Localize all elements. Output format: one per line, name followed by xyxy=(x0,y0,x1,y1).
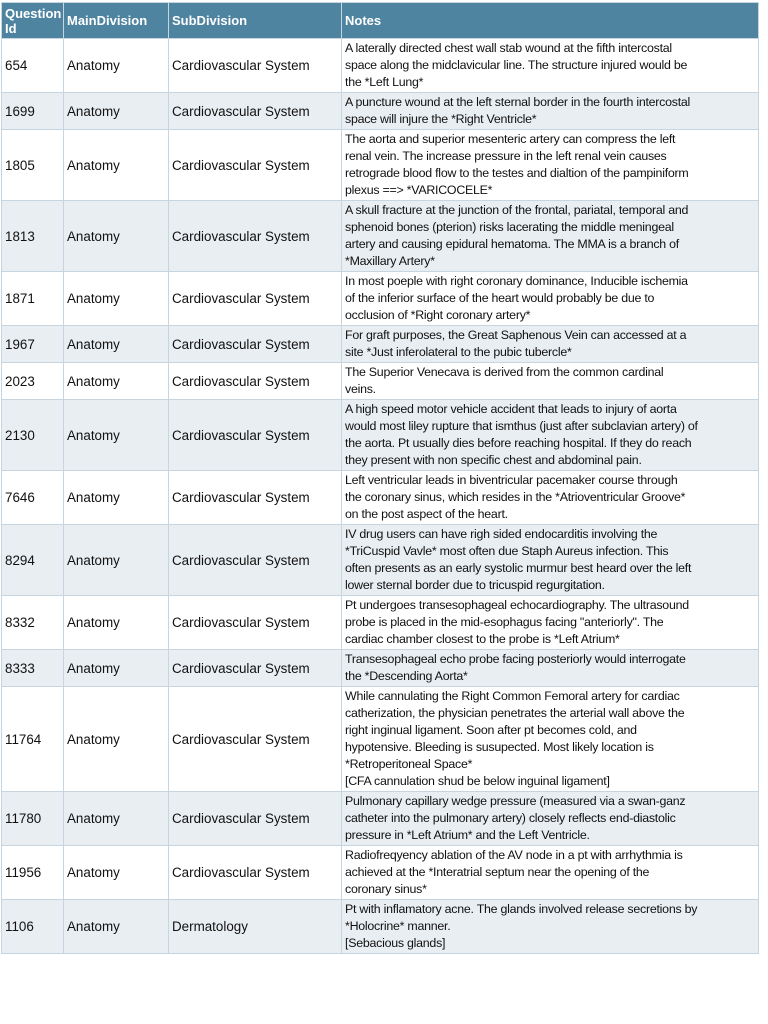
notes-line: Pt with inflamatory acne. The glands involved release secretions by xyxy=(345,902,698,916)
cell-sub-division: Cardiovascular System xyxy=(169,687,342,792)
cell-notes xyxy=(342,687,759,792)
cell-sub-division: Cardiovascular System xyxy=(169,792,342,846)
notes-line: While cannulating the Right Common Femoral artery for cardiac xyxy=(345,689,680,703)
table-row[interactable] xyxy=(2,596,759,650)
notes-line: would most liley rupture that ismthus (just after subclavian artery) of xyxy=(345,419,698,433)
cell-sub-division: Cardiovascular System xyxy=(169,400,342,471)
cell-notes xyxy=(342,471,759,525)
notes-line: A high speed motor vehicle accident that leads to injury of aorta xyxy=(345,402,677,416)
cell-question-id: 11780 xyxy=(2,792,64,846)
notes-line: cardiac chamber closest to the probe is *Left Atrium* xyxy=(345,632,620,646)
column-header-main-division[interactable]: MainDivision xyxy=(64,3,169,39)
notes-line: veins. xyxy=(345,382,376,396)
notes-line: Pt undergoes transesophageal echocardiography. The ultrasound xyxy=(345,598,689,612)
cell-question-id: 654 xyxy=(2,39,64,93)
cell-main-division: Anatomy xyxy=(64,130,169,201)
cell-question-id: 8332 xyxy=(2,596,64,650)
cell-main-division: Anatomy xyxy=(64,93,169,130)
notes-table-container xyxy=(1,2,758,954)
cell-main-division: Anatomy xyxy=(64,272,169,326)
table-row[interactable] xyxy=(2,792,759,846)
cell-question-id: 1813 xyxy=(2,201,64,272)
cell-main-division: Anatomy xyxy=(64,201,169,272)
cell-main-division: Anatomy xyxy=(64,326,169,363)
notes-line: retrograde blood flow to the testes and dialtion of the pampiniform xyxy=(345,166,689,180)
table-header-row xyxy=(2,3,759,39)
cell-main-division: Anatomy xyxy=(64,39,169,93)
table-body xyxy=(2,39,759,954)
cell-question-id: 1699 xyxy=(2,93,64,130)
notes-line: The Superior Venecava is derived from the common cardinal xyxy=(345,365,664,379)
notes-line: [CFA cannulation shud be below inguinal ligament] xyxy=(345,774,610,788)
cell-main-division: Anatomy xyxy=(64,650,169,687)
cell-sub-division: Cardiovascular System xyxy=(169,363,342,400)
cell-notes xyxy=(342,201,759,272)
cell-sub-division: Cardiovascular System xyxy=(169,272,342,326)
cell-notes xyxy=(342,272,759,326)
cell-main-division: Anatomy xyxy=(64,792,169,846)
cell-sub-division: Dermatology xyxy=(169,900,342,954)
cell-notes xyxy=(342,792,759,846)
cell-main-division: Anatomy xyxy=(64,363,169,400)
cell-question-id: 2130 xyxy=(2,400,64,471)
cell-sub-division: Cardiovascular System xyxy=(169,596,342,650)
cell-question-id: 8294 xyxy=(2,525,64,596)
cell-question-id: 1805 xyxy=(2,130,64,201)
table-row[interactable] xyxy=(2,130,759,201)
cell-question-id: 11956 xyxy=(2,846,64,900)
table-row[interactable] xyxy=(2,900,759,954)
cell-notes xyxy=(342,39,759,93)
notes-line: of the inferior surface of the heart would probably be due to xyxy=(345,291,655,305)
notes-line: artery and causing epidural hematoma. The MMA is a branch of xyxy=(345,237,679,251)
notes-line: they present with non specific chest and abdominal pain. xyxy=(345,453,642,467)
notes-line: renal vein. The increase pressure in the left renal vein causes xyxy=(345,149,667,163)
cell-sub-division: Cardiovascular System xyxy=(169,326,342,363)
notes-line: sphenoid bones (pterion) risks lacerating the middle meningeal xyxy=(345,220,674,234)
cell-sub-division: Cardiovascular System xyxy=(169,471,342,525)
cell-main-division: Anatomy xyxy=(64,846,169,900)
notes-line: often presents as an early systolic murmur best heard over the left xyxy=(345,561,692,575)
cell-main-division: Anatomy xyxy=(64,687,169,792)
table-row[interactable] xyxy=(2,363,759,400)
questions-table xyxy=(1,2,759,954)
notes-line: the coronary sinus, which resides in the *Atrioventricular Groove* xyxy=(345,490,686,504)
cell-question-id: 8333 xyxy=(2,650,64,687)
table-row[interactable] xyxy=(2,687,759,792)
table-row[interactable] xyxy=(2,650,759,687)
notes-line: Left ventricular leads in biventricular pacemaker course through xyxy=(345,473,678,487)
cell-notes xyxy=(342,846,759,900)
notes-line: space along the midclavicular line. The structure injured would be xyxy=(345,58,688,72)
cell-sub-division: Cardiovascular System xyxy=(169,130,342,201)
cell-notes xyxy=(342,650,759,687)
table-row[interactable] xyxy=(2,400,759,471)
cell-sub-division: Cardiovascular System xyxy=(169,525,342,596)
notes-line: *Holocrine* manner. xyxy=(345,919,451,933)
notes-line: *TriCuspid Vavle* most often due Staph Aureus infection. This xyxy=(345,544,669,558)
table-row[interactable] xyxy=(2,471,759,525)
notes-line: IV drug users can have righ sided endocarditis involving the xyxy=(345,527,658,541)
notes-line: probe is placed in the mid-esophagus facing "anteriorly". The xyxy=(345,615,664,629)
cell-question-id: 1871 xyxy=(2,272,64,326)
notes-line: coronary sinus* xyxy=(345,882,427,896)
cell-notes xyxy=(342,400,759,471)
notes-line: [Sebacious glands] xyxy=(345,936,446,950)
cell-main-division: Anatomy xyxy=(64,900,169,954)
notes-line: For graft purposes, the Great Saphenous Vein can accessed at a xyxy=(345,328,687,342)
notes-line: Transesophageal echo probe facing posteriorly would interrogate xyxy=(345,652,686,666)
cell-question-id: 11764 xyxy=(2,687,64,792)
notes-line: *Maxillary Artery* xyxy=(345,254,435,268)
cell-question-id: 7646 xyxy=(2,471,64,525)
table-row[interactable] xyxy=(2,39,759,93)
notes-line: pressure in *Left Atrium* and the Left Ventricle. xyxy=(345,828,590,842)
notes-line: A skull fracture at the junction of the frontal, pariatal, temporal and xyxy=(345,203,689,217)
notes-line: the *Descending Aorta* xyxy=(345,669,468,683)
cell-notes xyxy=(342,93,759,130)
cell-sub-division: Cardiovascular System xyxy=(169,39,342,93)
notes-line: hypotensive. Bleeding is susupected. Most likely location is xyxy=(345,740,654,754)
cell-question-id: 1967 xyxy=(2,326,64,363)
cell-question-id: 2023 xyxy=(2,363,64,400)
table-row[interactable] xyxy=(2,93,759,130)
cell-question-id: 1106 xyxy=(2,900,64,954)
notes-line: Pulmonary capillary wedge pressure (measured via a swan-ganz xyxy=(345,794,686,808)
cell-main-division: Anatomy xyxy=(64,525,169,596)
table-row[interactable] xyxy=(2,525,759,596)
notes-line: catheter into the pulmonary artery) closely reflects end-diastolic xyxy=(345,811,676,825)
notes-line: In most poeple with right coronary dominance, Inducible ischemia xyxy=(345,274,688,288)
notes-line: catherization, the physician penetrates the arterial wall above the xyxy=(345,706,685,720)
column-header-notes[interactable]: Notes xyxy=(342,3,759,39)
cell-notes xyxy=(342,130,759,201)
cell-sub-division: Cardiovascular System xyxy=(169,201,342,272)
cell-main-division: Anatomy xyxy=(64,400,169,471)
notes-line: achieved at the *Interatrial septum near the opening of the xyxy=(345,865,650,879)
notes-line: on the post aspect of the heart. xyxy=(345,507,508,521)
notes-line: plexus ==> *VARICOCELE* xyxy=(345,183,493,197)
cell-sub-division: Cardiovascular System xyxy=(169,846,342,900)
cell-sub-division: Cardiovascular System xyxy=(169,93,342,130)
cell-main-division: Anatomy xyxy=(64,471,169,525)
notes-line: A puncture wound at the left sternal border in the fourth intercostal xyxy=(345,95,691,109)
cell-notes xyxy=(342,326,759,363)
cell-main-division: Anatomy xyxy=(64,596,169,650)
column-header-sub-division[interactable]: SubDivision xyxy=(169,3,342,39)
cell-notes xyxy=(342,900,759,954)
notes-line: A laterally directed chest wall stab wound at the fifth intercostal xyxy=(345,41,672,55)
cell-notes xyxy=(342,596,759,650)
notes-line: *Retroperitoneal Space* xyxy=(345,757,473,771)
notes-line: the *Left Lung* xyxy=(345,75,424,89)
notes-line: lower sternal border due to tricuspid regurgitation. xyxy=(345,578,605,592)
cell-notes xyxy=(342,525,759,596)
table-row[interactable] xyxy=(2,326,759,363)
notes-line: the aorta. Pt usually dies before reaching hospital. If they do reach xyxy=(345,436,692,450)
notes-line: right inginual ligament. Soon after pt becomes cold, and xyxy=(345,723,637,737)
cell-notes xyxy=(342,363,759,400)
notes-line: The aorta and superior mesenteric artery can compress the left xyxy=(345,132,676,146)
notes-line: site *Just inferolateral to the pubic tubercle* xyxy=(345,345,572,359)
notes-line: space will injure the *Right Ventricle* xyxy=(345,112,537,126)
table-row[interactable] xyxy=(2,272,759,326)
cell-sub-division: Cardiovascular System xyxy=(169,650,342,687)
column-header-question-id[interactable]: Question Id xyxy=(2,3,64,39)
notes-line: Radiofreqyency ablation of the AV node in a pt with arrhythmia is xyxy=(345,848,683,862)
table-row[interactable] xyxy=(2,201,759,272)
table-row[interactable] xyxy=(2,846,759,900)
notes-line: occlusion of *Right coronary artery* xyxy=(345,308,531,322)
